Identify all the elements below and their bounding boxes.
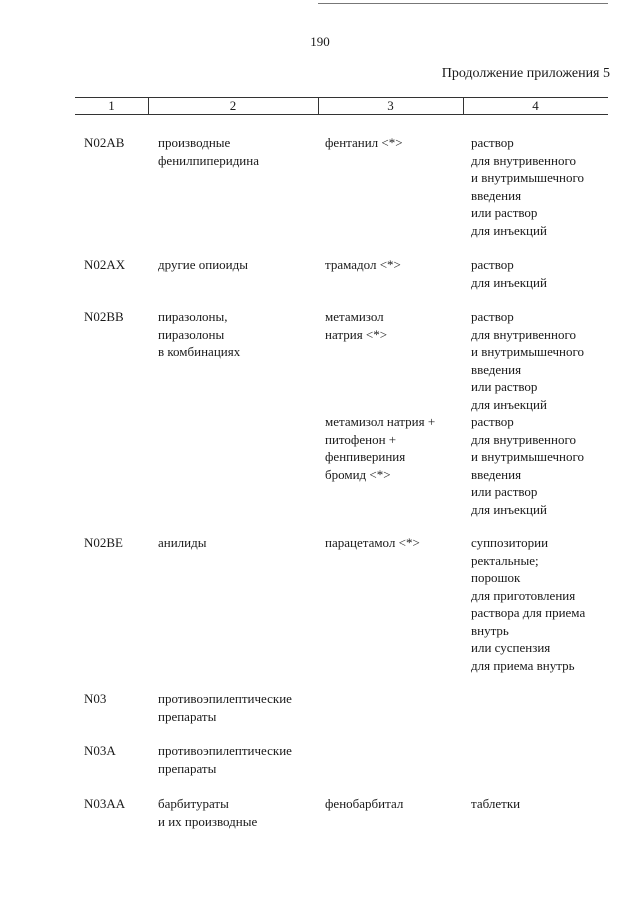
dosage-form: раствор для внутривенного и внутримышечного введения или раствор для инъекций bbox=[471, 135, 585, 238]
drug-name: фенобарбитал bbox=[325, 796, 404, 811]
drug-name: фентанил <*> bbox=[325, 135, 403, 150]
dosage-form: суппозитории ректальные; порошок для приготовления раствора для приема внутрь или суспензия для приема внутрь bbox=[471, 535, 586, 673]
atc-code: N02AX bbox=[84, 257, 126, 272]
atc-code: N03A bbox=[84, 743, 116, 758]
atc-code: N03AA bbox=[84, 796, 126, 811]
pharmacological-group: другие опиоиды bbox=[158, 257, 248, 272]
drug-name: парацетамол <*> bbox=[325, 535, 420, 550]
drug-name: метамизол натрия + питофенон + фенпивериния бромид <*> bbox=[325, 414, 436, 482]
header-col-3: 3 bbox=[387, 98, 394, 113]
pharmacological-group: противоэпилептические препараты bbox=[158, 691, 292, 724]
table-header bbox=[75, 97, 608, 115]
atc-code: N02BE bbox=[84, 535, 123, 550]
drug-name: трамадол <*> bbox=[325, 257, 401, 272]
pharmacological-group: пиразолоны, пиразолоны в комбинациях bbox=[158, 309, 241, 359]
dosage-form: раствор для инъекций bbox=[471, 257, 547, 290]
pharmacological-group: анилиды bbox=[158, 535, 207, 550]
header-col-4: 4 bbox=[532, 98, 539, 113]
drug-name: метамизол натрия <*> bbox=[325, 309, 388, 342]
atc-code: N02BB bbox=[84, 309, 124, 324]
dosage-form: таблетки bbox=[471, 796, 521, 811]
header-col-1: 1 bbox=[108, 98, 115, 113]
pharmacological-group: барбитураты и их производные bbox=[158, 796, 258, 829]
continuation-title: Продолжение приложения 5 bbox=[441, 66, 610, 81]
page-number: 190 bbox=[310, 34, 330, 49]
pharmacological-group: противоэпилептические препараты bbox=[158, 743, 292, 776]
dosage-form: раствор для внутривенного и внутримышечного введения или раствор для инъекций bbox=[471, 414, 585, 517]
pharmacological-group: производные фенилпиперидина bbox=[158, 135, 259, 168]
atc-code: N03 bbox=[84, 691, 107, 706]
atc-code: N02AB bbox=[84, 135, 125, 150]
top-rule bbox=[318, 3, 608, 4]
dosage-form: раствор для внутривенного и внутримышечного введения или раствор для инъекций bbox=[471, 309, 585, 412]
header-col-2: 2 bbox=[229, 98, 237, 113]
